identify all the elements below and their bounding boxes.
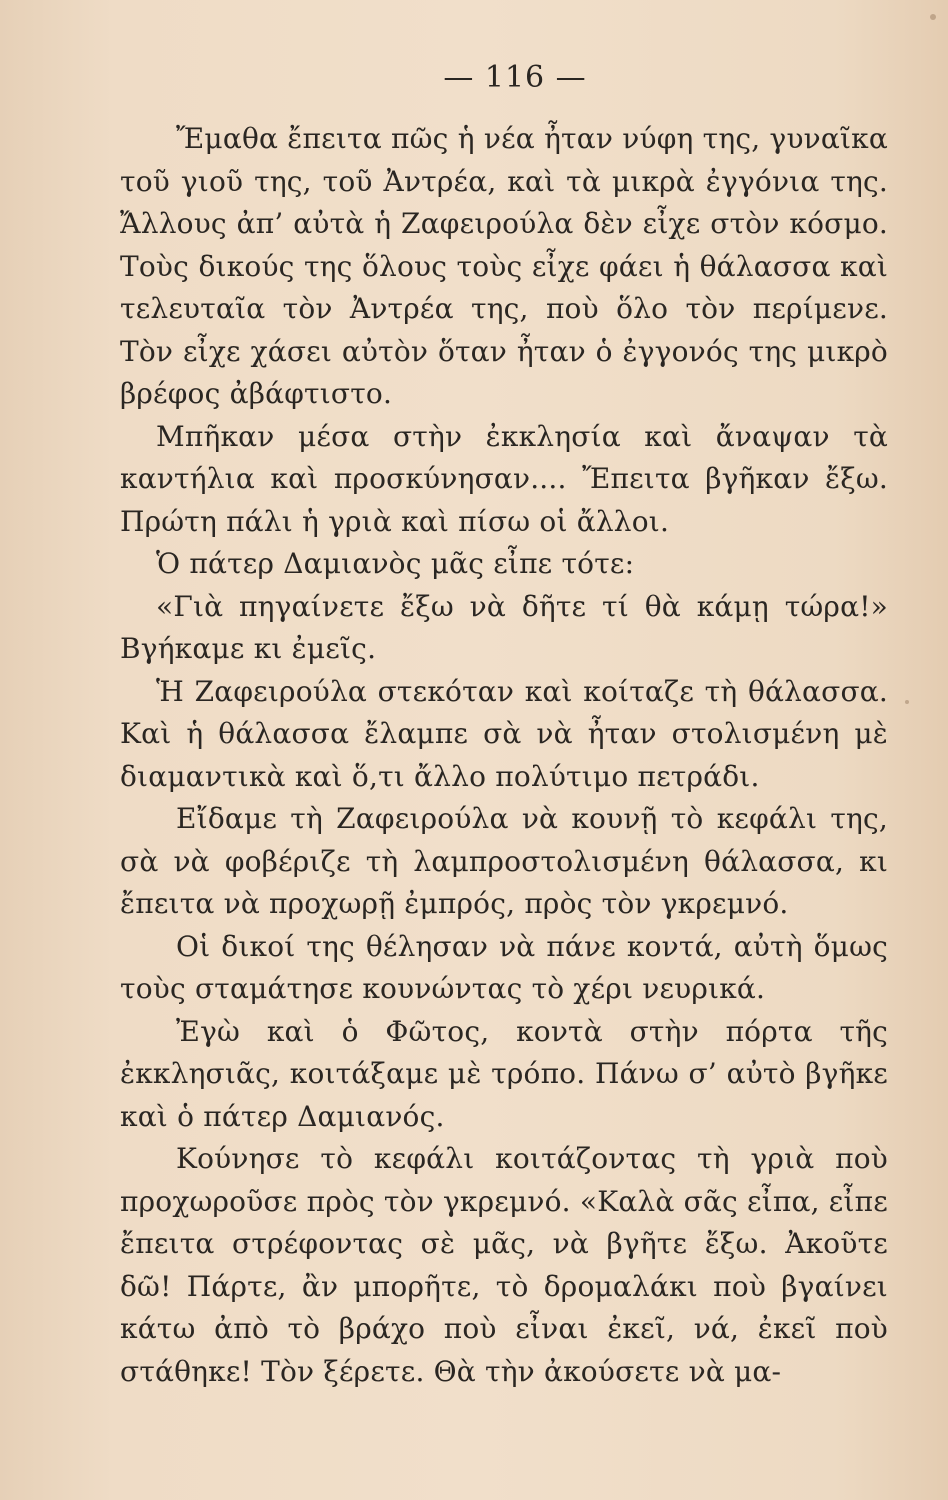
paragraph: Ἔμαθα ἔπειτα πῶς ἡ νέα ἦταν νύφη της, γυναῖκα τοῦ γιοῦ της, τοῦ Ἀντρέα, καὶ τὰ μικρὰ ἐγγόνια της. Ἄλλους ἀπ’ αὐτὰ ἡ Ζαφειρούλα δὲν εἶχε στὸν κόσμο. Τοὺς δικούς της ὅλους τοὺς εἶχε φάει ἡ θάλασσα καὶ τελευταῖα τὸν Ἀντρέα της, ποὺ ὅλο τὸν περίμενε. Τὸν εἶχε χάσει αὐτὸν ὅταν ἦταν ὁ ἐγγονός της μικρὸ βρέφος ἀβάφτιστο. — [120, 122, 888, 410]
paragraph: Κούνησε τὸ κεφάλι κοιτάζοντας τὴ γριὰ ποὺ προχωροῦσε πρὸς τὸν γκρεμνό. «Καλὰ σᾶς εἶπα, εἶπε ἔπειτα στρέφοντας σὲ μᾶς, νὰ βγῆτε ἔξω. Ἀκοῦτε δῶ! Πάρτε, ἂν μπορῆτε, τὸ δρομαλάκι ποὺ βγαίνει κάτω ἀπὸ τὸ βράχο ποὺ εἶναι ἐκεῖ, νά, ἐκεῖ ποὺ στάθηκε! Τὸν ξέρετε. Θὰ τὴν ἀκούσετε νὰ μα- — [120, 1142, 888, 1388]
paragraph: Εἴδαμε τὴ Ζαφειρούλα νὰ κουνῇ τὸ κεφάλι της, σὰ νὰ φοβέριζε τὴ λαμπροστολισμένη θάλασσα, κι ἔπειτα νὰ προχωρῇ ἐμπρός, πρὸς τὸν γκρεμνό. — [120, 802, 888, 920]
paper-speck — [930, 14, 936, 20]
paragraph: Ἡ Ζαφειρούλα στεκόταν καὶ κοίταζε τὴ θάλασσα. Καὶ ἡ θάλασσα ἔλαμπε σὰ νὰ ἦταν στολισμένη μὲ διαμαντικὰ καὶ ὅ,τι ἄλλο πολύτιμο πετράδι. — [120, 674, 888, 793]
page-number: — 116 — — [443, 60, 587, 95]
paragraph: «Γιὰ πηγαίνετε ἔξω νὰ δῆτε τί θὰ κάμῃ τώρα!» Βγήκαμε κι ἐμεῖς. — [120, 589, 888, 665]
paragraph: Ὁ πάτερ Δαμιανὸς μᾶς εἶπε τότε: — [156, 547, 635, 580]
paragraph: Οἱ δικοί της θέλησαν νὰ πάνε κοντά, αὐτὴ ὅμως τοὺς σταμάτησε κουνώντας τὸ χέρι νευρικά. — [120, 929, 888, 1005]
paragraph: Ἐγὼ καὶ ὁ Φῶτος, κοντὰ στὴν πόρτα τῆς ἐκκλησιᾶς, κοιτάξαμε μὲ τρόπο. Πάνω σ’ αὐτὸ βγῆκε καὶ ὁ πάτερ Δαμιανός. — [120, 1014, 888, 1133]
body-text — [120, 118, 888, 1393]
paper-speck — [905, 700, 909, 704]
paragraph: Μπῆκαν μέσα στὴν ἐκκλησία καὶ ἄναψαν τὰ καντήλια καὶ προσκύνησαν.... Ἔπειτα βγῆκαν ἔξω. Πρώτη πάλι ἡ γριὰ καὶ πίσω οἱ ἄλλοι. — [120, 419, 888, 538]
